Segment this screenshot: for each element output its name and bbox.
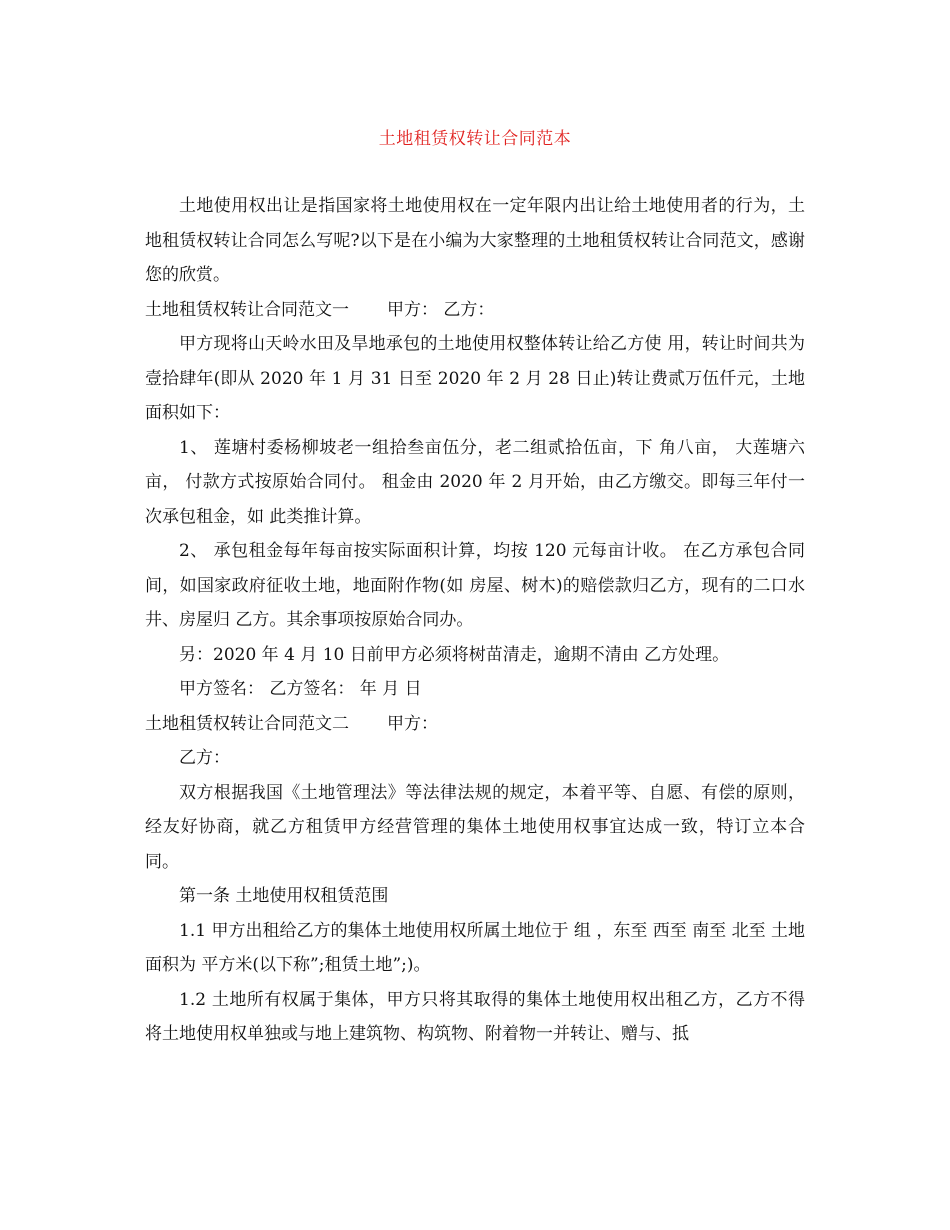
document-body — [145, 189, 805, 1052]
section-two-heading: 土地租赁权转让合同范文二 — [145, 713, 349, 734]
clause-2-paragraph: 2、 承包租金每年每亩按实际面积计算，均按 120 元每亩计收。 在乙方承包合同间，如国家政府征收土地，地面附作物(如 房屋、树木)的赔偿款归乙方，现有的二口水井、房屋归 乙方。其余事项按原始合同办。 — [145, 541, 805, 630]
transfer-paragraph: 甲方现将山天岭水田及旱地承包的土地使用权整体转让给乙方使 用，转让时间共为壹拾肆年(即从 2020 年 1 月 31 日至 2020 年 2 月 28 日止)转让费贰万伍仟元，土地面积如下： — [145, 334, 805, 423]
article-1-2-paragraph: 1.2 土地所有权属于集体，甲方只将其取得的集体土地使用权出租乙方，乙方不得将土地使用权单独或与地上建筑物、构筑物、附着物一并转让、赠与、抵 — [145, 989, 805, 1044]
section-one-header — [145, 293, 805, 328]
clause-1-paragraph: 1、 莲塘村委杨柳坡老一组拾叁亩伍分，老二组贰拾伍亩，下 角八亩， 大莲塘六亩， 付款方式按原始合同付。 租金由 2020 年 2 月开始，由乙方缴交。即每三年付一次承包租金，如 此类推计算。 — [145, 437, 805, 527]
section-one-party-a: 甲方： — [387, 299, 438, 320]
signature-line: 甲方签名： 乙方签名： 年 月 日 — [179, 679, 422, 699]
preamble-paragraph: 双方根据我国《土地管理法》等法律法规的规定，本着平等、自愿、有偿的原则，经友好协商，就乙方租赁甲方经营管理的集体土地使用权事宜达成一致，特订立本合同。 — [145, 782, 805, 872]
section-two-header — [145, 707, 805, 742]
section-one-heading: 土地租赁权转让合同范文一 — [145, 299, 349, 320]
article-1-1-paragraph: 1.1 甲方出租给乙方的集体土地使用权所属土地位于 组 ，东至 西至 南至 北至 土地面积为 平方米(以下称”;租赁土地”;)。 — [145, 920, 805, 975]
section-two-party-b: 乙方： — [179, 748, 230, 768]
section-two-party-a: 甲方： — [387, 713, 438, 734]
section-one-party-b: 乙方： — [443, 299, 495, 320]
additional-note-paragraph: 另：2020 年 4 月 10 日前甲方必须将树苗清走，逾期不清由 乙方处理。 — [179, 644, 730, 665]
article-one-heading: 第一条 土地使用权租赁范围 — [179, 886, 389, 906]
intro-paragraph: 土地使用权出让是指国家将土地使用权在一定年限内出让给土地使用者的行为，土地租赁权转让合同怎么写呢?以下是在小编为大家整理的土地租赁权转让合同范文，感谢您的欣赏。 — [145, 196, 805, 285]
document-title: 土地租赁权转让合同范本 — [378, 129, 572, 149]
